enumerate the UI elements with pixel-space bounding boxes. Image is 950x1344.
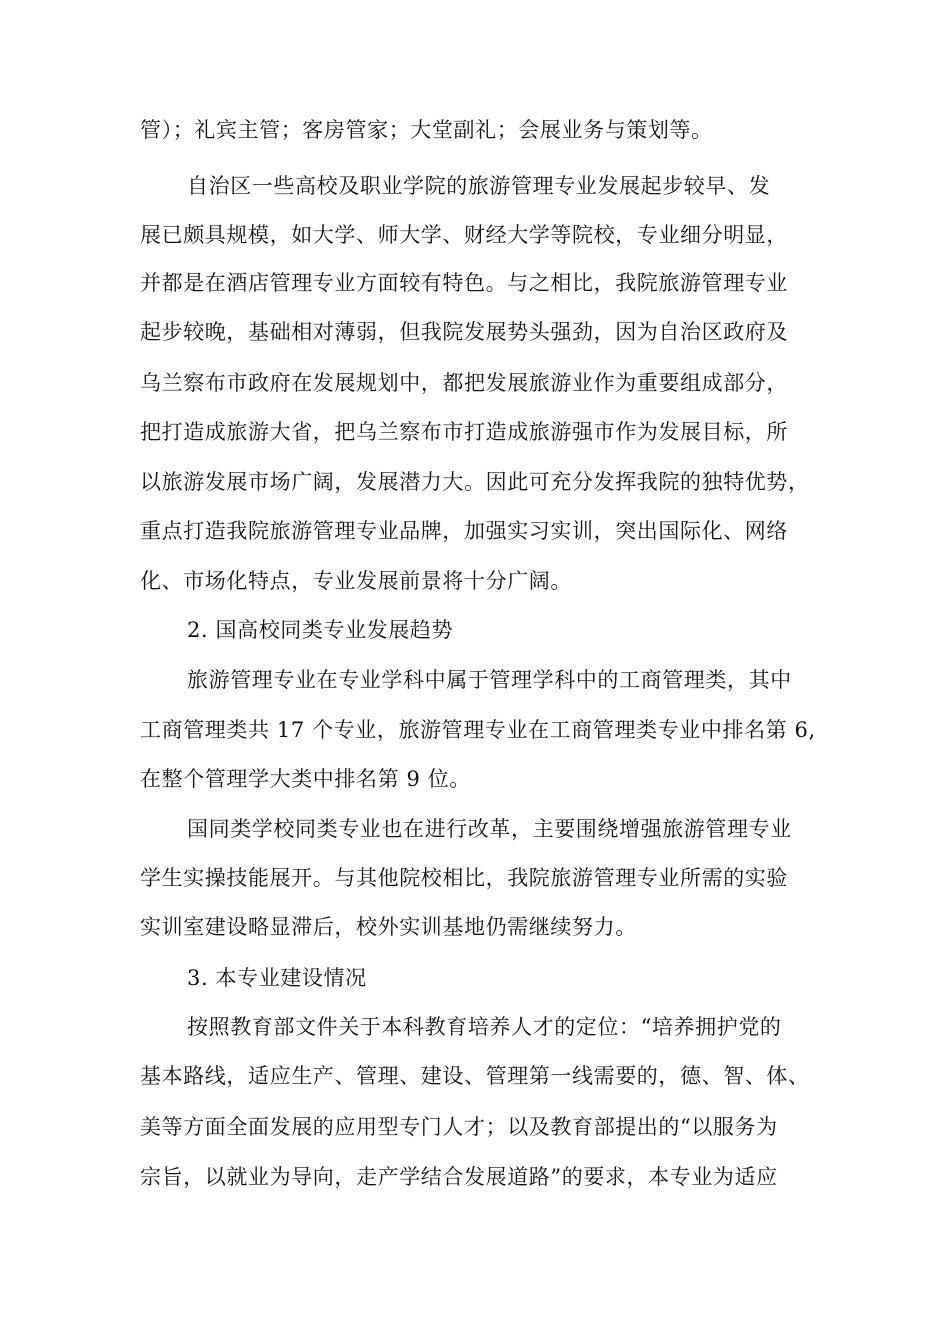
paragraph-first-line: 按照教育部文件关于本科教育培养人才的定位：“培养拥护党的: [187, 1015, 782, 1039]
text-line: 管）；礼宾主管；客房管家；大堂副礼；会展业务与策划等。: [140, 118, 713, 142]
section-heading: 3. 本专业建设情况: [187, 966, 367, 990]
text-line: 基本路线，适应生产、管理、建设、管理第一线需要的，德、智、体、: [140, 1064, 810, 1088]
text-line: 起步较晚，基础相对薄弱，但我院发展势头强劲，因为自治区政府及: [140, 320, 788, 344]
paragraph-first-line: 自治区一些高校及职业学院的旅游管理专业发展起步较早、发: [187, 174, 771, 198]
paragraph-first-line: 旅游管理专业在专业学科中属于管理学科中的工商管理类，其中: [187, 668, 792, 692]
text-line: 学生实操技能展开。与其他院校相比，我院旅游管理专业所需的实验: [140, 866, 788, 890]
text-line: 宗旨，以就业为导向，走产学结合发展道路”的要求，本专业为适应: [140, 1165, 778, 1189]
text-line: 化、市场化特点，专业发展前景将十分广阔。: [140, 569, 572, 593]
section-heading: 2. 国高校同类专业发展趋势: [187, 618, 454, 642]
text-line: 以旅游发展市场广阔，发展潜力大。因此可充分发挥我院的独特优势，: [140, 470, 810, 494]
text-line: 把打造成旅游大省，把乌兰察布市打造成旅游强市作为发展目标，所: [140, 420, 788, 444]
text-line: 并都是在酒店管理专业方面较有特色。与之相比，我院旅游管理专业: [140, 271, 788, 295]
text-line: 工商管理类共 17 个专业，旅游管理专业在工商管理类专业中排名第 6,: [140, 718, 816, 742]
text-line: 在整个管理学大类中排名第 9 位。: [140, 767, 471, 791]
text-line: 实训室建设略显滞后，校外实训基地仍需继续努力。: [140, 915, 637, 939]
text-line: 重点打造我院旅游管理专业品牌，加强实习实训，突出国际化、网络: [140, 519, 788, 543]
text-line: 美等方面全面发展的应用型专门人才；以及教育部提出的“以服务为: [140, 1115, 778, 1139]
paragraph-first-line: 国同类学校同类专业也在进行改革，主要围绕增强旅游管理专业: [187, 817, 792, 841]
text-line: 乌兰察布市政府在发展规划中，都把发展旅游业作为重要组成部分，: [140, 371, 788, 395]
text-line: 展已颇具规模，如大学、师大学、财经大学等院校，专业细分明显，: [140, 223, 788, 247]
